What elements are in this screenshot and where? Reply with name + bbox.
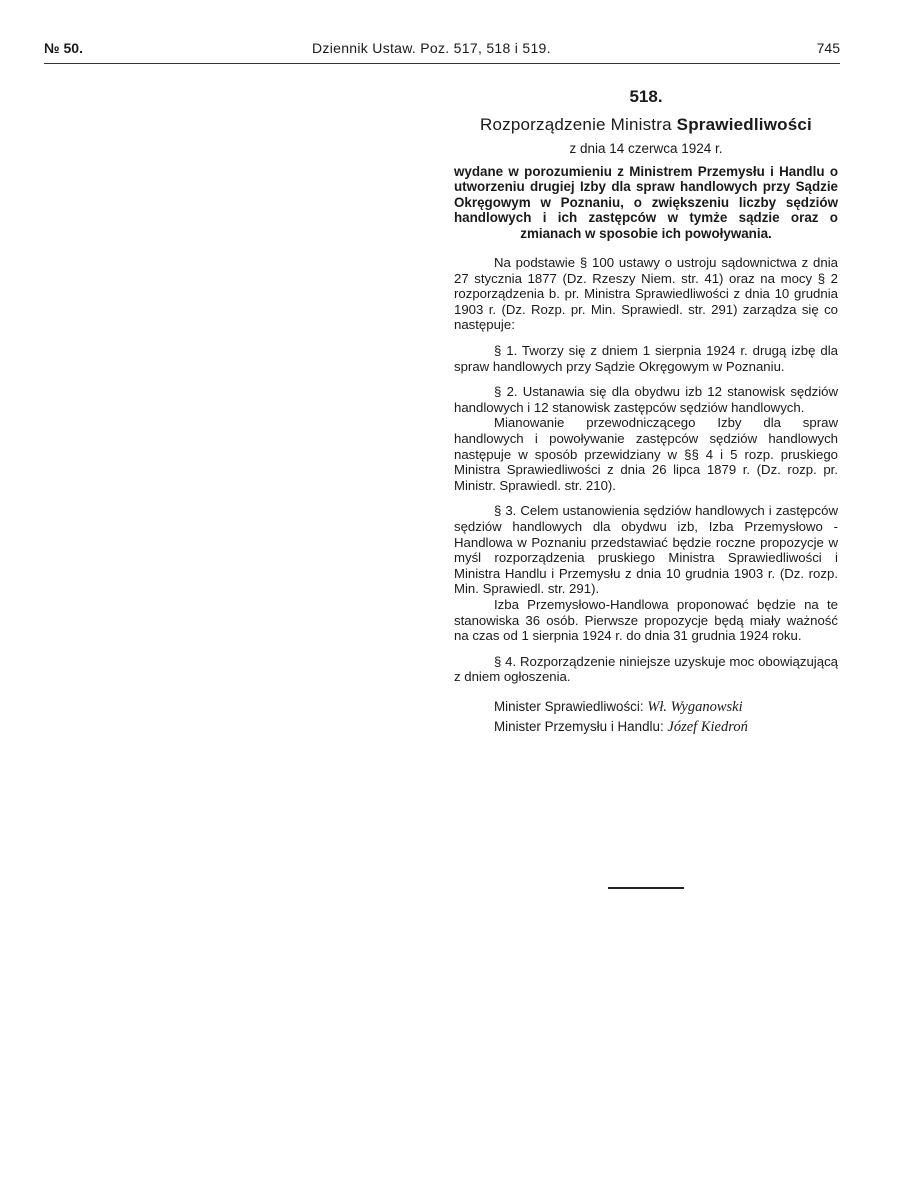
paragraph-2-continued: Mianowanie przewodniczącego Izby dla spraw handlowych i powoływanie zastępców sędziów handlowych następuje w sposób przewidziany w §§ 4 i 5 rozp. pruskiego Ministra Sprawiedliwości z dnia 26 lipca 1879 r. (Dz. rozp. pr. Ministr. Sprawiedl. str. 210). <box>454 415 838 493</box>
article-subject: wydane w porozumieniu z Ministrem Przemysłu i Handlu o utworzeniu drugiej Izby dla spraw handlowych przy Sądzie Okręgowym w Poznaniu, o zwiększeniu liczby sędziów handlowych i ich zastępców w tymże sądzie oraz o zmianach w sposobie ich powoływania. <box>454 164 838 241</box>
issue-number: № 50. <box>44 40 83 56</box>
page-header <box>44 38 840 60</box>
article-date: z dnia 14 czerwca 1924 r. <box>569 141 723 156</box>
page-number: 745 <box>816 40 840 56</box>
paragraph-3-continued: Izba Przemysłowo-Handlowa proponować będzie na te stanowiska 36 osób. Pierwsze propozycje będą miały ważność na czas od 1 sierpnia 1924 r. do dnia 31 grudnia 1924 roku. <box>454 596 838 644</box>
header-rule <box>44 63 840 64</box>
signature-justice-label: Minister Sprawiedliwości: <box>494 698 644 714</box>
paragraph-2: § 2. Ustanawia się dla obydwu izb 12 stanowisk sędziów handlowych i 12 stanowisk zastępców sędziów handlowych. <box>454 384 838 415</box>
preamble: Na podstawie § 100 ustawy o ustroju sądownictwa z dnia 27 stycznia 1877 (Dz. Rzeszy Niem. str. 41) oraz na mocy § 2 rozporządzenia b. pr. Ministra Sprawiedliwości z dnia 10 grudnia 1903 r. (Dz. Rozp. pr. Min. Sprawiedl. str. 291) zarządza się co następuje: <box>454 255 838 333</box>
article-title-prefix: Rozporządzenie Ministra <box>480 115 672 134</box>
paragraph-3: § 3. Celem ustanowienia sędziów handlowych i zastępców sędziów handlowych dla obydwu izb, Izba Przemysłowo - Handlowa w Poznaniu przedstawiać będzie roczne propozycje w myśl rozporządzenia pruskiego Ministra Sprawiedliwości i Ministra Handlu i Przemysłu z dnia 10 grudnia 1903 r. (Dz. rozp. Min. Sprawiedl. str. 291). <box>454 503 838 597</box>
signature-industry <box>494 717 838 737</box>
article-title-bold: Sprawiedliwości <box>676 115 812 134</box>
signature-industry-name: Józef Kiedroń <box>667 718 748 735</box>
journal-title: Dziennik Ustaw. Poz. 517, 518 i 519. <box>312 40 551 56</box>
signature-justice-name: Wł. Wyganowski <box>647 698 743 715</box>
article-title <box>454 114 838 136</box>
paragraph-4: § 4. Rozporządzenie niniejsze uzyskuje moc obowiązującą z dniem ogłoszenia. <box>454 653 838 685</box>
article-number: 518. <box>629 87 663 106</box>
paragraph-1: § 1. Tworzy się z dniem 1 sierpnia 1924 r. drugą izbę dla spraw handlowych przy Sądzie Okręgowym w Poznaniu. <box>454 343 838 374</box>
article-column <box>454 86 838 737</box>
signature-justice <box>494 697 838 717</box>
end-rule <box>608 887 684 889</box>
signature-industry-label: Minister Przemysłu i Handlu: <box>494 718 664 734</box>
signatures <box>454 697 838 737</box>
